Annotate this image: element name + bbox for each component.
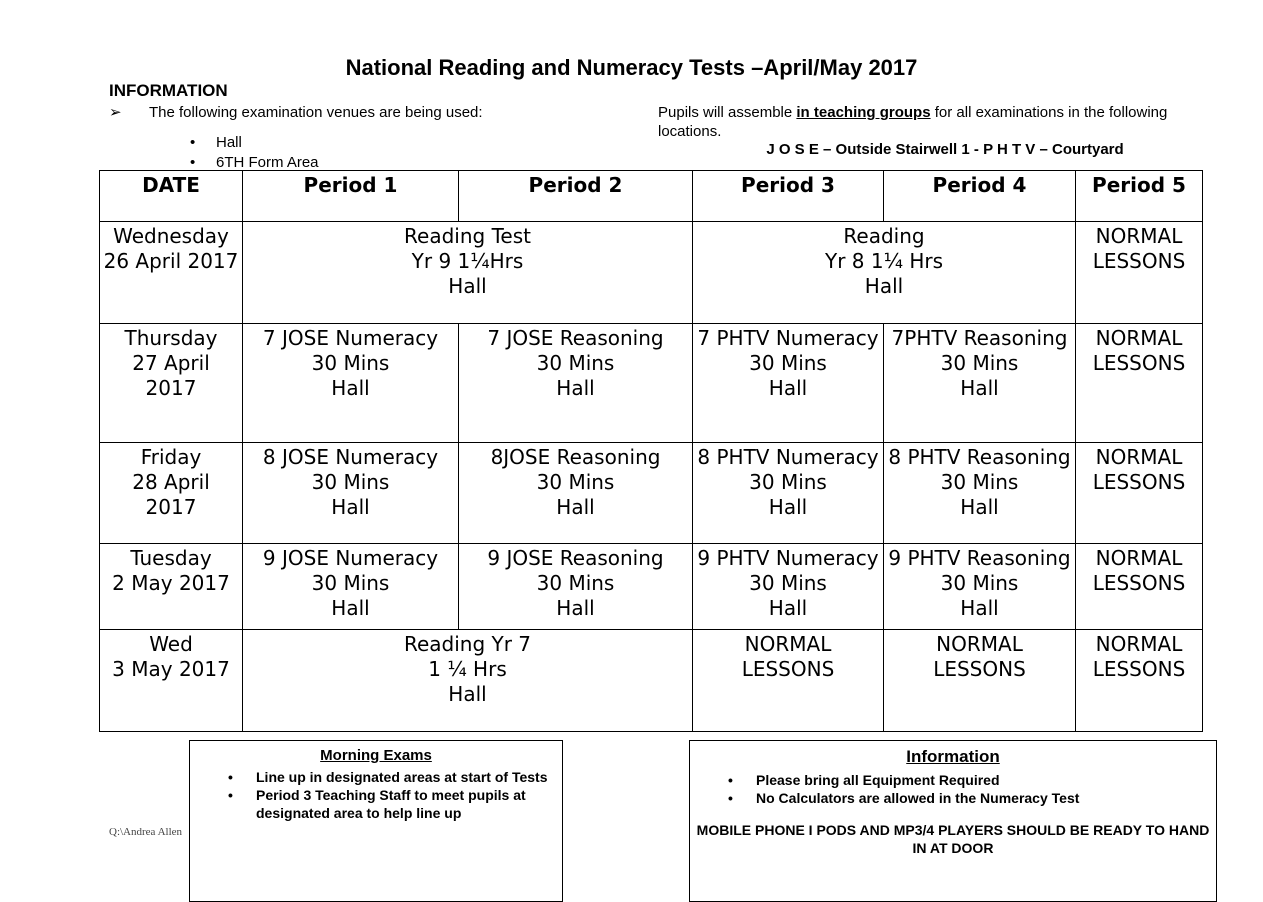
information-box [689,740,1217,902]
date-text: 27 April [132,351,210,375]
lesson-cell [1076,324,1203,443]
table-row [100,544,1203,630]
assembly-note [658,103,1178,141]
lesson-cell [884,630,1076,732]
exam-venue: Hall [960,376,999,400]
lesson-cell [1076,630,1203,732]
lesson-cell [1076,222,1203,324]
exam-cell [243,443,459,544]
morning-exams-box [189,740,563,902]
list-item: • Please bring all Equipment Required [728,771,1216,789]
lesson-text: LESSONS [1092,470,1186,494]
assembly-note-pre: Pupils will assemble [658,104,797,121]
exam-schedule-table [99,170,1203,732]
list-item: • Line up in designated areas at start of Tests [228,768,552,786]
exam-duration: 30 Mins [536,571,615,595]
date-cell [100,544,243,630]
exam-duration: 30 Mins [749,351,827,375]
exam-cell [693,443,884,544]
exam-venue: Hall [960,495,999,519]
date-cell [100,324,243,443]
exam-venue: Hall [864,274,904,298]
exam-name: 8 PHTV Reasoning [888,445,1071,469]
exam-cell [693,544,884,630]
table-row [100,222,1203,324]
exam-venue: Hall [768,495,808,519]
exam-name: 7 JOSE Reasoning [487,326,664,350]
venues-intro [109,103,483,121]
exam-name: 8JOSE Reasoning [490,445,661,469]
lesson-text: LESSONS [1092,657,1186,681]
exam-duration: 30 Mins [940,571,1019,595]
device-warning: MOBILE PHONE I PODS AND MP3/4 PLAYERS SHOULD BE READY TO HAND IN AT DOOR [696,822,1210,856]
exam-name: Reading [843,224,925,248]
exam-name: 7 PHTV Numeracy [697,326,879,350]
exam-cell [243,544,459,630]
lesson-cell [1076,443,1203,544]
header-period-3: Period 3 [693,171,884,222]
exam-duration: 30 Mins [311,351,390,375]
exam-duration: 30 Mins [311,470,390,494]
venue-list [190,133,319,173]
exam-name: 9 JOSE Reasoning [487,546,664,570]
date-day: Thursday [124,326,218,350]
exam-venue: Hall [960,596,999,620]
header-date: DATE [100,171,243,222]
table-row [100,443,1203,544]
lesson-cell [1076,544,1203,630]
header-period-1: Period 1 [243,171,459,222]
exam-duration: 30 Mins [940,470,1019,494]
exam-name: Reading Test [404,224,531,248]
lesson-text: LESSONS [1092,571,1186,595]
exam-cell [884,443,1076,544]
exam-venue: Hall [556,376,595,400]
venues-intro-text: The following examination venues are being used: [149,104,483,121]
exam-venue: Hall [448,274,487,298]
information-box-list [728,771,1216,807]
exam-cell [459,443,693,544]
exam-duration: 30 Mins [749,470,827,494]
lesson-text: NORMAL [1095,326,1183,350]
date-text: 28 April [132,470,210,494]
exam-cell [243,324,459,443]
header-period-5: Period 5 [1076,171,1203,222]
lesson-cell [693,630,884,732]
exam-name: 9 PHTV Numeracy [697,546,879,570]
exam-name: 8 JOSE Numeracy [262,445,439,469]
list-item: • Period 3 Teaching Staff to meet pupils at designated area to help line up [228,786,552,822]
exam-cell [459,324,693,443]
exam-cell [459,544,693,630]
exam-cell [693,222,1076,324]
lesson-text: NORMAL [1095,546,1183,570]
lesson-text: NORMAL [744,632,832,656]
exam-venue: Hall [448,682,487,706]
exam-duration: 30 Mins [749,571,827,595]
assembly-locations: J O S E – Outside Stairwell 1 - P H T V – Courtyard [766,141,1124,158]
exam-duration: Yr 9 1¼Hrs [411,249,524,273]
date-text: 26 April 2017 [103,249,239,273]
venue-item: • Hall [190,133,319,153]
venue-item: • 6TH Form Area [190,153,319,173]
lesson-text: NORMAL [1095,632,1183,656]
date-day: Tuesday [130,546,212,570]
exam-venue: Hall [556,596,595,620]
exam-name: 7PHTV Reasoning [891,326,1068,350]
header-period-2: Period 2 [459,171,693,222]
assembly-note-post: for all examinations in the following locations. [658,104,1168,140]
arrow-bullet-icon: ➢ [109,104,122,121]
exam-venue: Hall [556,495,595,519]
date-year: 2017 [145,376,197,400]
header-period-4: Period 4 [884,171,1076,222]
footer-file-path: Q:\Andrea Allen [109,826,183,838]
exam-duration: 30 Mins [536,351,615,375]
exam-name: 9 PHTV Reasoning [888,546,1071,570]
table-row [100,324,1203,443]
assembly-note-emphasis: in teaching groups [796,104,931,121]
information-heading: INFORMATION [109,81,228,100]
exam-venue: Hall [331,376,370,400]
table-row [100,630,1203,732]
exam-cell [884,544,1076,630]
date-cell [100,630,243,732]
date-day: Wed [149,632,193,656]
exam-duration: Yr 8 1¼ Hrs [824,249,944,273]
exam-cell [884,324,1076,443]
exam-duration: 30 Mins [311,571,390,595]
exam-duration: 1 ¼ Hrs [428,657,507,681]
exam-venue: Hall [768,376,808,400]
exam-cell [243,630,693,732]
exam-name: Reading Yr 7 [403,632,532,656]
date-cell [100,443,243,544]
lesson-text: NORMAL [1095,224,1183,248]
page-title: National Reading and Numeracy Tests –April/May 2017 [345,55,918,80]
exam-duration: 30 Mins [940,351,1019,375]
date-text: 3 May 2017 [112,657,230,681]
lesson-text: LESSONS [1092,351,1186,375]
lesson-text: LESSONS [741,657,835,681]
table-header-row [100,171,1203,222]
exam-duration: 30 Mins [536,470,615,494]
morning-exams-heading: Morning Exams [320,747,432,764]
exam-cell [693,324,884,443]
date-day: Friday [140,445,202,469]
date-cell [100,222,243,324]
lesson-text: LESSONS [1092,249,1186,273]
date-day: Wednesday [113,224,229,248]
lesson-text: NORMAL [1095,445,1183,469]
exam-venue: Hall [331,495,370,519]
morning-exams-list [228,768,552,822]
date-text: 2 May 2017 [112,571,230,595]
date-year: 2017 [145,495,197,519]
exam-name: 7 JOSE Numeracy [262,326,439,350]
information-box-heading: Information [906,747,1000,766]
lesson-text: NORMAL [936,632,1023,656]
exam-name: 8 PHTV Numeracy [697,445,879,469]
exam-cell [243,222,693,324]
exam-venue: Hall [331,596,370,620]
lesson-text: LESSONS [933,657,1026,681]
list-item: • No Calculators are allowed in the Numeracy Test [728,789,1216,807]
exam-venue: Hall [768,596,808,620]
exam-name: 9 JOSE Numeracy [262,546,439,570]
